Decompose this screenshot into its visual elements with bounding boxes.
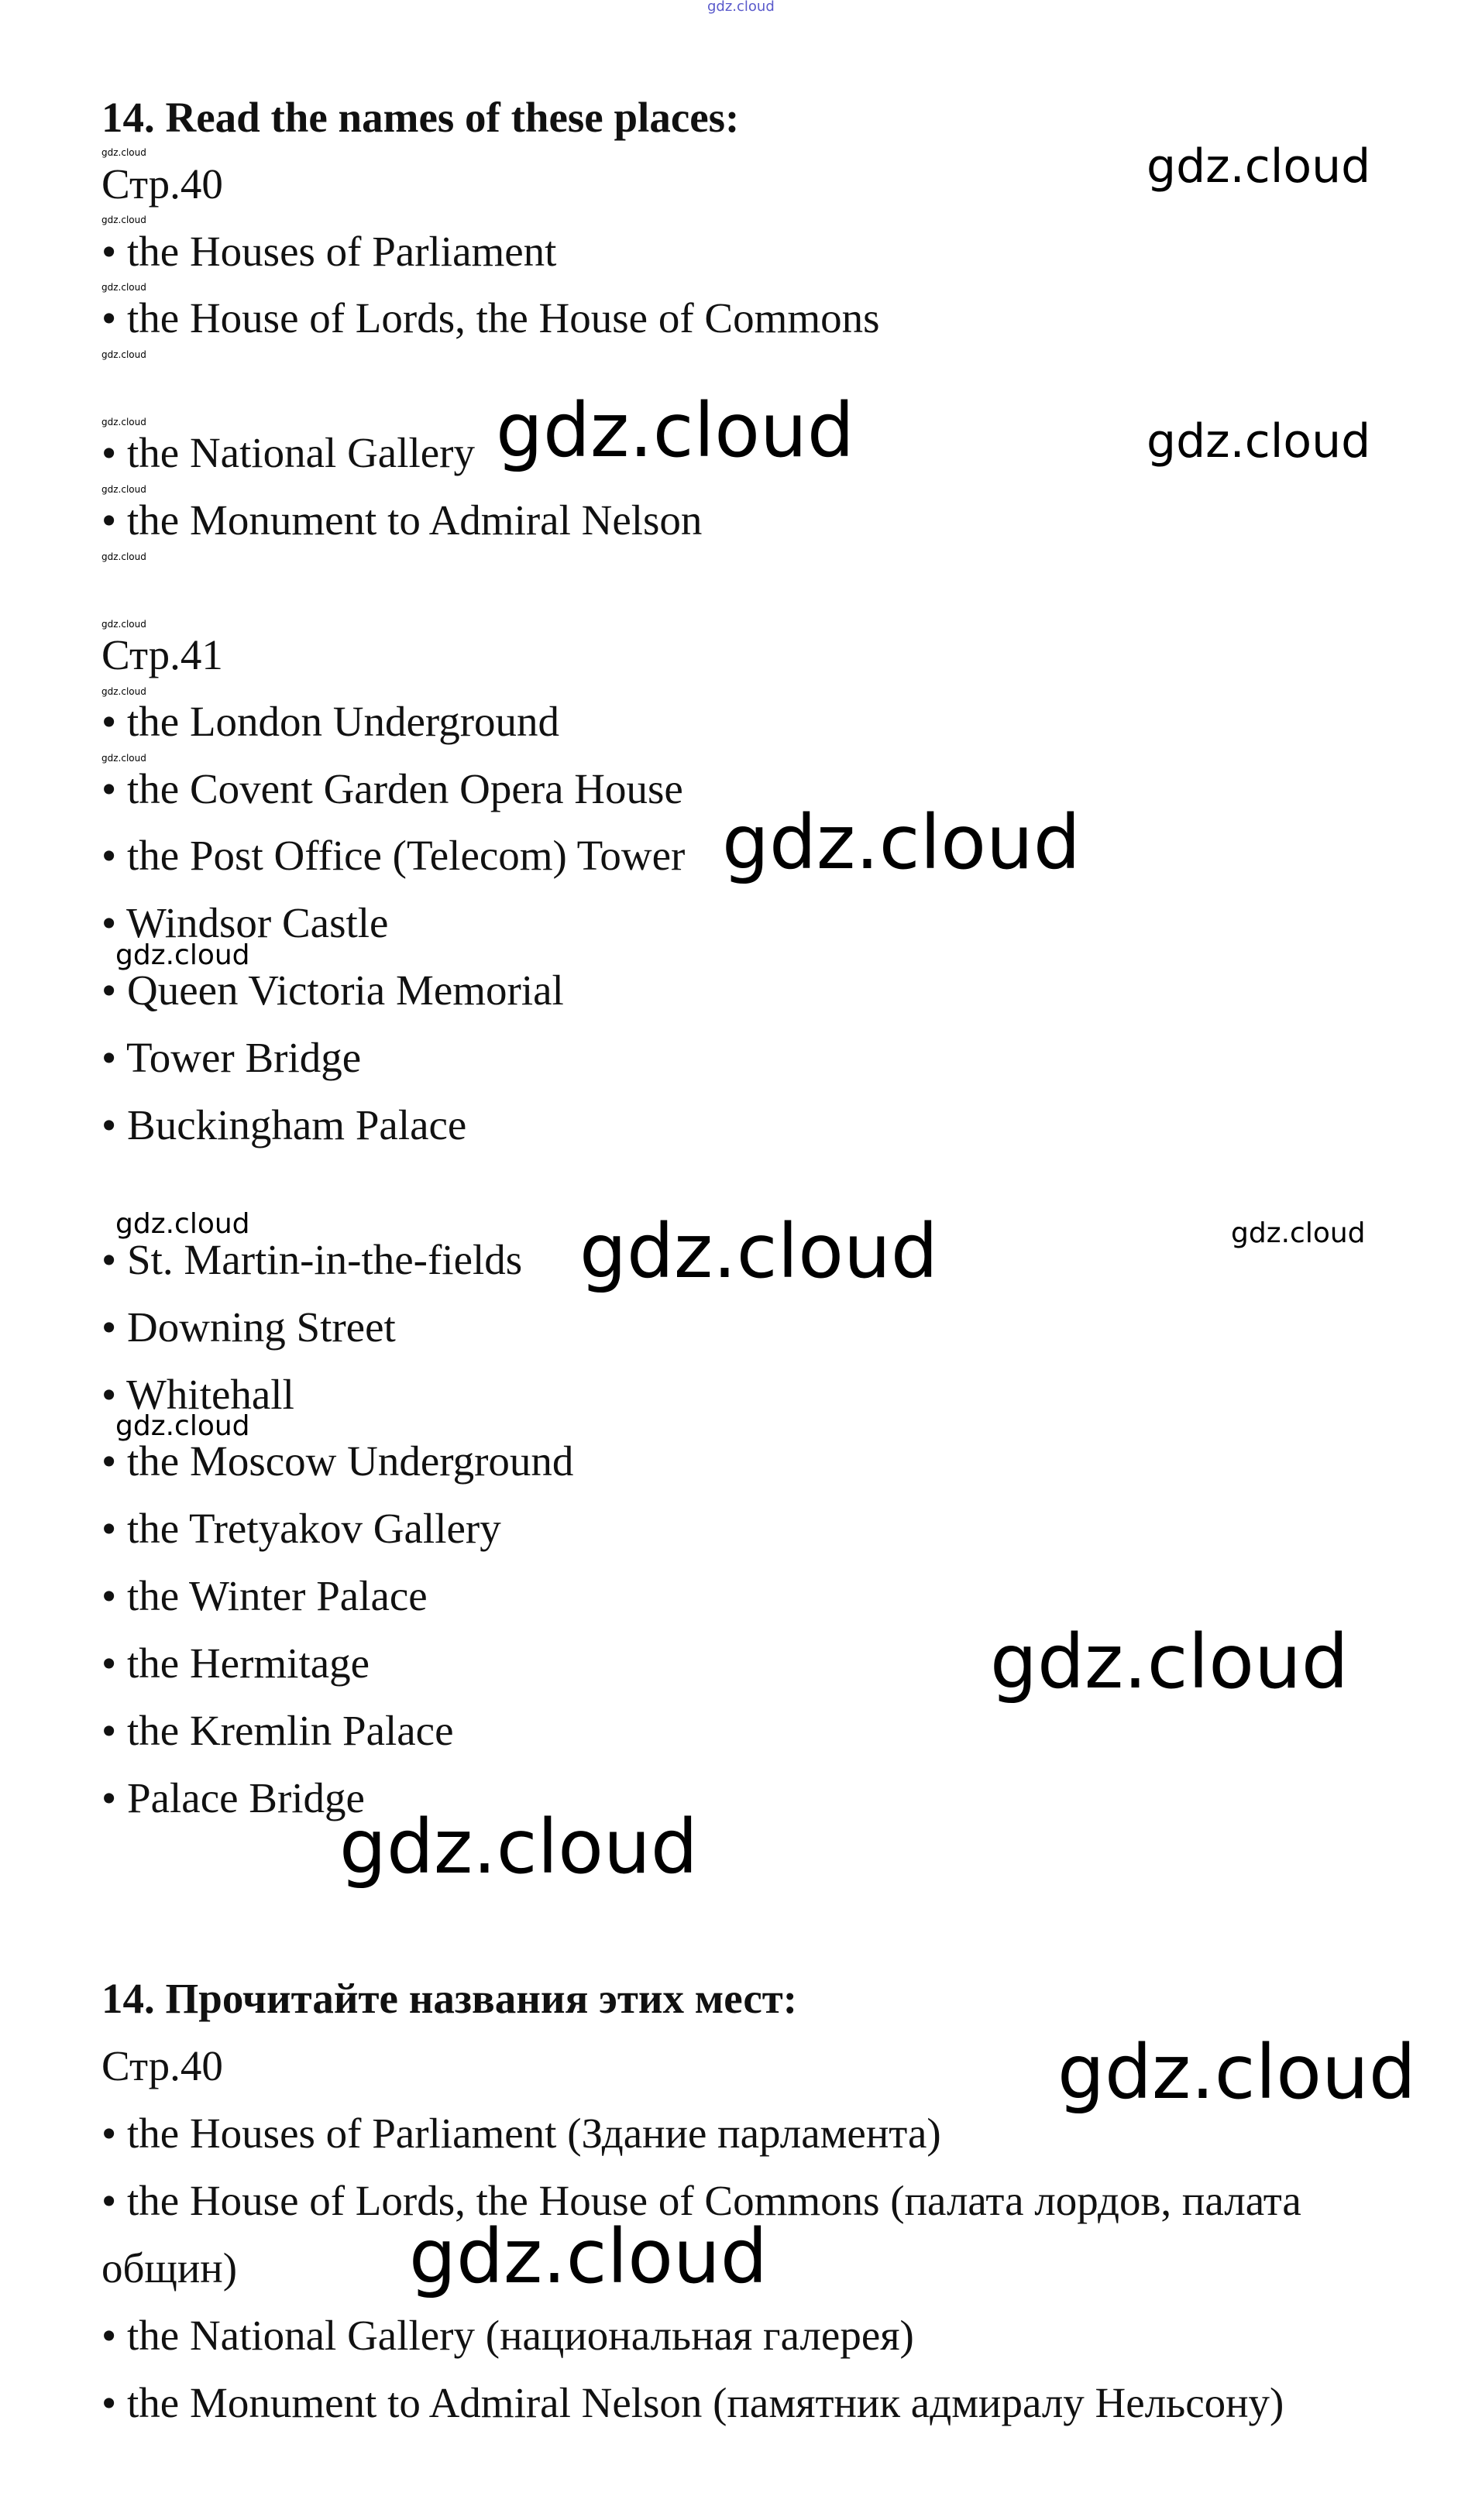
watermark-small: gdz.cloud	[101, 484, 146, 495]
page-label-40-ru: Стр.40	[101, 2042, 223, 2089]
list-item: • the Covent Garden Opera House	[101, 765, 683, 812]
watermark-large: gdz.cloud	[1147, 414, 1371, 469]
watermark-medium: gdz.cloud	[115, 939, 250, 971]
list-item: • the Tretyakov Gallery	[101, 1505, 501, 1552]
list-item: • the House of Lords, the House of Commons (палата лордов, палата	[101, 2177, 1301, 2224]
list-item: общин)	[101, 2244, 238, 2292]
list-item: • the Winter Palace	[101, 1572, 428, 1619]
list-item: • the Monument to Admiral Nelson (памятник адмиралу Нельсону)	[101, 2379, 1284, 2426]
list-item: • the Houses of Parliament (Здание парламента)	[101, 2110, 941, 2157]
list-item: • the Post Office (Telecom) Tower	[101, 832, 686, 879]
list-item: • the National Gallery (национальная галерея)	[101, 2312, 914, 2359]
watermark-small: gdz.cloud	[101, 686, 146, 697]
list-item: • the Monument to Admiral Nelson	[101, 496, 703, 544]
watermark-small: gdz.cloud	[101, 753, 146, 764]
watermark-xlarge: gdz.cloud	[722, 799, 1081, 886]
list-item: • the Kremlin Palace	[101, 1707, 454, 1754]
watermark-xlarge: gdz.cloud	[496, 387, 854, 474]
watermark-medium: gdz.cloud	[115, 1208, 250, 1240]
list-item: • the National Gallery	[101, 429, 476, 476]
watermark-small: gdz.cloud	[101, 282, 146, 293]
list-item: • the House of Lords, the House of Commons	[101, 294, 880, 342]
list-item: • Tower Bridge	[101, 1034, 362, 1081]
list-item: • St. Martin-in-the-fields	[101, 1236, 523, 1283]
page-label-40: Стр.40	[101, 160, 223, 208]
list-item: • the Moscow Underground	[101, 1437, 574, 1485]
watermark-small: gdz.cloud	[101, 215, 146, 225]
list-item: • Buckingham Palace	[101, 1101, 467, 1148]
watermark-xlarge: gdz.cloud	[1057, 2029, 1416, 2116]
watermark-xlarge: gdz.cloud	[990, 1619, 1349, 1705]
watermark-small: gdz.cloud	[101, 551, 146, 562]
top-watermark: gdz.cloud	[707, 0, 775, 15]
exercise-title-ru: 14. Прочитайте названия этих мест:	[101, 1975, 798, 2022]
list-item: • the London Underground	[101, 698, 560, 745]
watermark-xlarge: gdz.cloud	[409, 2213, 768, 2300]
list-item: • Palace Bridge	[101, 1774, 365, 1821]
list-item: • Whitehall	[101, 1371, 294, 1418]
watermark-xlarge: gdz.cloud	[339, 1804, 698, 1890]
watermark-small: gdz.cloud	[101, 349, 146, 360]
page-label-41: Стр.41	[101, 631, 223, 678]
list-item: • the Hermitage	[101, 1639, 370, 1687]
watermark-medium: gdz.cloud	[115, 1410, 250, 1442]
watermark-small: gdz.cloud	[101, 147, 146, 158]
watermark-xlarge: gdz.cloud	[579, 1208, 938, 1295]
exercise-title-en: 14. Read the names of these places:	[101, 94, 740, 141]
list-item: • Windsor Castle	[101, 899, 389, 946]
watermark-large: gdz.cloud	[1147, 139, 1371, 194]
list-item: • Downing Street	[101, 1303, 396, 1351]
watermark-medium: gdz.cloud	[1231, 1217, 1366, 1249]
watermark-small: gdz.cloud	[101, 619, 146, 630]
list-item: • Queen Victoria Memorial	[101, 966, 564, 1014]
watermark-small: gdz.cloud	[101, 417, 146, 427]
list-item: • the Houses of Parliament	[101, 228, 557, 275]
